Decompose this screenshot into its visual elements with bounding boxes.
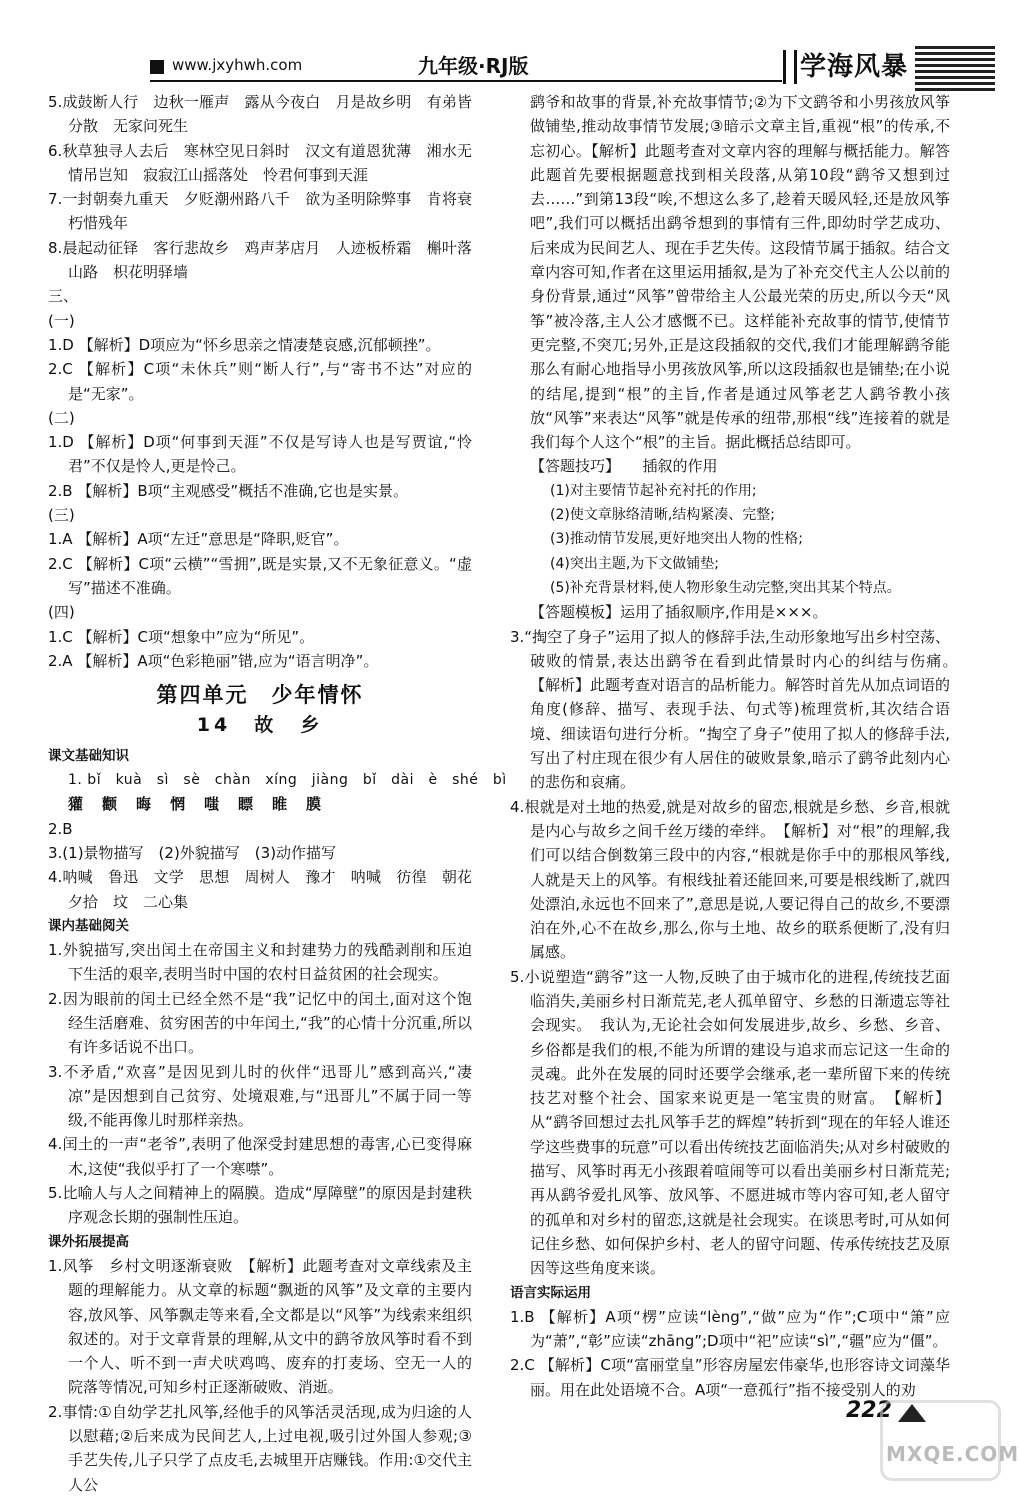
header-grade-edition: 九年级·RJ版 bbox=[418, 54, 529, 78]
answer-line: 2.C 【解析】C项“未休兵”则“断人行”,与“寄书不达”对应的是“无家”。 bbox=[48, 360, 472, 403]
brand-logo: 学海风暴 bbox=[800, 52, 909, 82]
answer-line: 1.外貌描写,突出闰土在帝国主义和封建势力的残酷剥削和压迫下生活的艰辛,表明当时中国的农村日益贫困的社会现实。 bbox=[48, 941, 472, 984]
right-column bbox=[510, 90, 966, 1402]
answer-line: 8.晨起动征铎 客行悲故乡 鸡声茅店月 人迹板桥霜 槲叶落山路 枳花明驿墙 bbox=[48, 238, 472, 282]
page-number: 222 bbox=[846, 1398, 892, 1423]
answer-line: 1.B 【解析】A项“楞”应读“lèng”,“做”应为“作”;C项中“箫”应为“萧”,“彰”应读“zhāng”;D项中“祀”应读“sì”,“疆”应为“僵”。 bbox=[510, 1307, 950, 1351]
answer-line: 獾 颧 晦 惘 嗤 瞟 睢 膜 bbox=[68, 795, 324, 814]
header-rule bbox=[150, 80, 782, 82]
answer-line: (5)补充背景材料,使人物形象生动完整,突出其某个特点。 bbox=[550, 579, 901, 596]
answer-line: 2.B 【解析】B项“主观感受”概括不准确,它也是实景。 bbox=[48, 481, 408, 500]
answer-line: 1.D 【解析】D项“何事到天涯”不仅是写诗人也是写贾谊,“怜君”不仅是怜人,更是怜己。 bbox=[48, 433, 472, 476]
answer-line: 3.不矛盾,“欢喜”是因见到儿时的伙伴“迅哥儿”感到高兴,“凄凉”是因想到自己贫穷、处境艰难,与“迅哥儿”不属于同一等级,不能再像儿时那样亲热。 bbox=[48, 1062, 472, 1130]
answer-line: 5.成鼓断人行 边秋一雁声 露从今夜白 月是故乡明 有弟皆分散 无家问死生 bbox=[48, 93, 472, 136]
answer-line: 4.根就是对土地的热爱,就是对故乡的留恋,根就是乡愁、乡音,根就是内心与故乡之间千丝万缕的牵绊。 【解析】对“根”的理解,我们可以结合倒数第三段中的内容,“根就是你手中的那根风筝线,人就是天上的风筝。有根线扯着还能回来,可要是根线断了,就四处漂泊,永远也不回来了”,意思是说,人要记得自己的故乡,不要漂泊在外,心不在故乡,那么,你与土地、故乡的联系便断了,没有归属感。 bbox=[510, 797, 950, 962]
section-heading: 语言实际运用 bbox=[510, 1284, 591, 1301]
watermark-badge-icon bbox=[880, 1400, 1001, 1481]
answer-line: 2.C 【解析】C项“富丽堂皇”形容房屋宏伟豪华,也形容诗文词藻华丽。用在此处语境不合。A项“一意孤行”指不接受别人的劝 bbox=[510, 1356, 950, 1399]
answer-line: 6.秋草独寻人去后 寒林空见日斜时 汉文有道恩犹薄 湘水无情吊岂知 寂寂江山摇落处 怜君何事到天涯 bbox=[48, 141, 472, 184]
answer-line: 2.A 【解析】A项“色彩艳丽”错,应为“语言明净”。 bbox=[48, 651, 379, 670]
answer-line: 4.闰土的一声“老爷”,表明了他深受封建思想的毒害,心已变得麻木,这使“我似乎打了一个寒噤”。 bbox=[48, 1135, 472, 1178]
answer-line: 鹞爷和故事的背景,补充故事情节;②为下文鹞爷和小男孩放风筝做铺垫,推动故事情节发展;③暗示文章主旨,重视“根”的传承,不忘初心。【解析】此题考查对文章内容的理解与概括能力。解答此题首先要根据题意找到相关段落,从第10段“鹞爷又想到过去……”到第13段“唉,不想这么多了,趁着天暖风轻,还是放风筝吧”,我们可以概括出鹞爷想到的事情有三件,即幼时学艺成功、后来成为民间艺人、现在手艺失传。这段情节属于插叙。结合文章内容可知,作者在这里运用插叙,是为了补充交代主人公以前的身份背景,通过“风筝”曾带给主人公最光荣的历史,所以今天“风筝”被冷落,主人公才感慨不已。这样能补充故事的情节,使情节更完整,不突兀;另外,正是这段插叙的交代,我们才能理解鹞爷能那么有耐心地指导小男孩放风筝,所以这段插叙也是铺垫;在小说的结尾,提到“根”的主旨,作者是通过风筝老艺人鹞爷教小孩放“风筝”来表达“风筝”就是传承的纽带,那根“线”连接着的就是我们每个人这个“根”的主旨。据此概括总结即可。 bbox=[530, 93, 951, 452]
answer-line: (3)推动情节发展,更好地突出人物的性格; bbox=[550, 531, 803, 548]
answer-line: 2.C 【解析】C项“云横”“雪拥”,既是实景,又不无象征意义。“虚写”描述不准确。 bbox=[48, 554, 472, 597]
answer-line: 【答题模板】运用了插叙顺序,作用是×××。 bbox=[530, 603, 828, 622]
header-stripes-decoration bbox=[915, 46, 995, 92]
answer-line: (四) bbox=[48, 603, 75, 622]
answer-line: 三、 bbox=[48, 287, 79, 306]
lesson-title: 14 故 乡 bbox=[196, 714, 324, 737]
section-heading: 课文基础知识 bbox=[48, 747, 129, 764]
answer-line: 1. bǐ kuà sì sè chàn xíng jiàng bǐ dài è shé bì bbox=[68, 772, 507, 789]
answer-line: 2.B bbox=[48, 819, 73, 838]
section-heading: 课外拓展提高 bbox=[48, 1233, 129, 1250]
section-heading: 课内基础阅关 bbox=[48, 917, 129, 934]
answer-line: (1)对主要情节起补充衬托的作用; bbox=[550, 482, 757, 499]
answer-line: 2.因为眼前的闰土已经全然不是“我”记忆中的闰土,面对这个饱经生活磨难、贫穷困苦的中年闰土,“我”的心情十分沉重,所以有许多话说不出口。 bbox=[48, 989, 472, 1057]
answer-line: 1.风筝 乡村文明逐渐衰败 【解析】此题考查对文章线索及主题的理解能力。从文章的标题“飘逝的风筝”及文章的主要内容,放风筝、风筝飘走等来看,全文都是以“风筝”为线索来组织叙述的。对于文章背景的理解,从文中的鹞爷放风筝时看不到一个人、听不到一声犬吠鸡鸣、废弃的打麦场、空无一人的院落等情况,可知乡村正逐渐破败、消逝。 bbox=[48, 1256, 472, 1397]
page-header bbox=[0, 0, 1000, 100]
header-url[interactable]: www.jxyhwh.com bbox=[172, 56, 303, 74]
answer-line: 4.呐喊 鲁迅 文学 思想 周树人 豫才 呐喊 彷徨 朝花夕拾 坟 二心集 bbox=[48, 868, 472, 911]
answer-line: 3.“掏空了身子”运用了拟人的修辞手法,生动形象地写出乡村空荡、破败的情景,表达出鹞爷在看到此情景时内心的纠结与伤痛。 【解析】此题考查对语言的品析能力。解答时首先从加点词语的角度(修辞、描写、表现手法、句式等)梳理赏析,其次结合语境、细读语句进行分析。“掏空了身子”使用了拟人的修辞手法,写出了村庄现在很少有人居住的破败景象,暗示了鹞爷此刻内心的悲伤和哀痛。 bbox=[510, 627, 966, 792]
answer-line: (4)突出主题,为下文做铺垫; bbox=[550, 555, 719, 572]
answer-line: 2.事情:①自幼学艺扎风筝,经他手的风筝活灵活现,成为归途的人以慰藉;②后来成为民间艺人,上过电视,吸引过外国人参观;③手艺失传,儿子只学了点皮毛,去城里开店赚钱。作用:①交代主人公 bbox=[48, 1402, 472, 1494]
unit-title: 第四单元 少年情怀 bbox=[156, 683, 364, 708]
answer-line: (2)使文章脉络清晰,结构紧凑、完整; bbox=[550, 507, 775, 524]
answer-line: 【答题技巧】 插叙的作用 bbox=[530, 457, 718, 476]
answer-line: 1.A 【解析】A项“左迁”意思是“降职,贬官”。 bbox=[48, 530, 349, 549]
answer-line: 7.一封朝奏九重天 夕贬潮州路八千 欲为圣明除弊事 肯将衰朽惜残年 bbox=[48, 190, 472, 233]
answer-line: 5.比喻人与人之间精神上的隔膜。造成“厚障壁”的原因是封建秩序观念长期的强制性压迫。 bbox=[48, 1184, 472, 1227]
answer-line: (一) bbox=[48, 311, 75, 330]
answer-line: (三) bbox=[48, 506, 75, 525]
left-column-part-b bbox=[48, 744, 507, 1497]
right-column-content bbox=[510, 90, 966, 1402]
left-column bbox=[48, 90, 507, 1497]
header-bars-icon bbox=[783, 50, 797, 84]
answer-line: (二) bbox=[48, 408, 75, 427]
header-square-icon bbox=[150, 60, 164, 74]
left-column-part-a bbox=[48, 90, 472, 673]
answer-line: 1.D 【解析】D项应为“怀乡思亲之情凄楚哀感,沉郁顿挫”。 bbox=[48, 335, 441, 354]
answer-line: 3.(1)景物描写 (2)外貌描写 (3)动作描写 bbox=[48, 843, 337, 862]
answer-line: 5.小说塑造“鹞爷”这一人物,反映了由于城市化的进程,传统技艺面临消失,美丽乡村日渐荒芜,老人孤单留守、乡愁的日渐遗忘等社会现实。 我认为,无论社会如何发展进步,故乡、乡愁、乡音、乡俗都是我们的根,不能为所谓的建设与追求而忘记这一生命的灵魂。此外在发展的同时还要学会继承,老一辈所留下来的传统技艺对整个社会、国家来说更是一笔宝贵的财富。 【解析】从“鹞爷回想过去扎风筝手艺的辉煌”转折到“现在的年轻人谁还学这些费事的玩意”可以看出传统技艺面临消失;从对乡村破败的描写、风筝时再无小孩跟着喧闹等可以看出美丽乡村日渐荒芜;再从鹞爷爱扎风筝、放风筝、不愿进城市等内容可知,老人留守的孤单和对乡村的留恋,这就是社会现实。在谈思考时,可从如何记住乡愁、如何保护乡村、老人的留守问题、传承传统技艺及原因等这些角度来谈。 bbox=[510, 967, 951, 1278]
answer-line: 1.C 【解析】C项“想象中”应为“所见”。 bbox=[48, 627, 315, 646]
watermark-text: MXQE.COM bbox=[886, 1442, 1019, 1466]
